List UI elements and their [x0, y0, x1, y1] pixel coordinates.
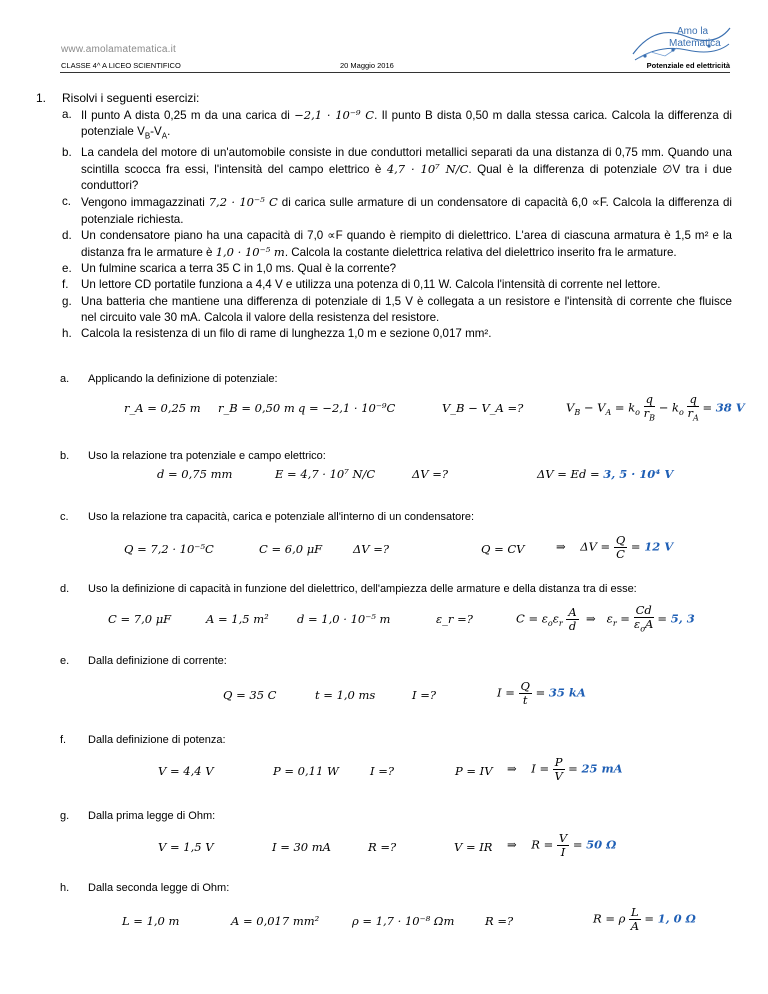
unknown-dv: ΔV =? [353, 542, 390, 556]
exercise-item-f [62, 277, 732, 293]
result-h: 1, 0 Ω [657, 911, 696, 926]
result-c: 12 V [644, 539, 674, 554]
item-letter: b. [62, 145, 72, 159]
item-letter: h. [62, 326, 72, 340]
solution-intro-b: Uso la relazione tra potenziale e campo elettrico: [88, 450, 326, 462]
exercise-item-b [62, 145, 732, 195]
formula-d: $C = \varepsilon_o\varepsilon_r$ $\frac{A}{d}$ ⇒ $\varepsilon_r$ = $\frac{Cd}{\varepsilon_oA}$ = 5, 3 [516, 603, 695, 634]
formula-h: R = ρ $\frac{L}{A}$ = 1, 0 Ω [593, 905, 696, 933]
solution-letter-g: g. [60, 810, 70, 822]
solution-letter-e: e. [60, 655, 70, 667]
solution-letter-f: f. [60, 734, 67, 746]
unknown-dv: ΔV =? [412, 467, 449, 481]
result-d: 5, 3 [670, 611, 695, 626]
given-v: V = 4,4 V [158, 764, 214, 778]
exercise-item-d [62, 228, 732, 261]
item-text: Vengono immagazzinati [81, 196, 209, 210]
relation-c: Q = CV [481, 542, 525, 556]
solution-letter-d: d. [60, 583, 70, 595]
given-c: C = 7,0 μF [108, 612, 172, 626]
given-ra: r_A = 0,25 m [124, 401, 201, 415]
solution-letter-c: c. [60, 511, 69, 523]
item-letter: e. [62, 262, 72, 276]
unknown-r: R =? [368, 840, 397, 854]
item-text: Calcola la resistenza di un filo di rame di lunghezza 1,0 m e sezione 0,017 mm². [81, 326, 492, 340]
item-text: Una batteria che mantiene una differenza di potenziale di 1,5 V è collegata a un resistore e l'intensità di corrente che fluisce nel circuito vale 30 mA. Calcola il valore della resistenza del resistore. [81, 294, 732, 324]
item-text: . Qual è la differenza di potenziale ∅V tra i due conduttori? [81, 162, 732, 193]
item-letter: d. [62, 228, 72, 242]
given-d: d = 0,75 mm [157, 467, 233, 481]
unknown-er: ε_r =? [436, 612, 473, 626]
given-v: V = 1,5 V [158, 840, 214, 854]
given-t: t = 1,0 ms [315, 688, 376, 702]
formula-f: ⇒ I = $\frac{P}{V}$ = 25 mA [507, 755, 623, 783]
formula-b [537, 467, 673, 481]
result-g: 50 Ω [586, 837, 617, 852]
result-a: 38 V [715, 400, 745, 415]
item-math: 1,0 · 10⁻⁵ m [215, 244, 285, 259]
result-f: 25 mA [581, 761, 623, 776]
solution-intro-g: Dalla prima legge di Ohm: [88, 810, 216, 822]
result-b: 3, 5 · 10⁴ V [603, 467, 674, 481]
unknown-r: R =? [485, 914, 514, 928]
given-d: d = 1,0 · 10⁻⁵ m [297, 612, 391, 626]
formula-e: I = $\frac{Q}{t}$ = 35 kA [497, 679, 586, 707]
site-url[interactable]: www.amolamatematica.it [61, 44, 176, 55]
exercise-item-c [62, 194, 732, 227]
logo-text-line2: Matematica [669, 38, 721, 49]
exercise-title: Risolvi i seguenti esercizi: [62, 91, 200, 105]
solution-intro-e: Dalla definizione di corrente: [88, 655, 227, 667]
header-divider [60, 72, 730, 73]
solution-letter-b: b. [60, 450, 70, 462]
unknown-i: I =? [370, 764, 394, 778]
given-q: q = −2,1 · 10⁻⁹C [298, 401, 396, 415]
exercise-item-e [62, 261, 732, 277]
exercise-number: 1. [36, 91, 47, 105]
formula-g: ⇒ R = $\frac{V}{I}$ = 50 Ω [507, 831, 617, 859]
given-q: Q = 7,2 · 10⁻⁵C [124, 542, 214, 556]
item-text: Un condensatore piano ha una capacità di 7,0 ∝F quando è riempito di dielettrico. L'area di ciascuna armatura è 1,5 m² e la distanza fra le armature è [81, 228, 732, 259]
formula-c: ⇒ ΔV = $\frac{Q}{C}$ = 12 V [556, 533, 674, 561]
item-text: Il punto A dista 0,25 m da una carica di [81, 109, 295, 122]
header-date: 20 Maggio 2016 [340, 61, 394, 70]
given-p: P = 0,11 W [273, 764, 339, 778]
item-text: La candela del motore di un'automobile consiste in due conduttori metallici separati da una distanza di 0,75 mm. Quando una scintilla scocca fra essi, l'intensità del campo elettrico è [81, 145, 732, 176]
logo-text-line1: Amo la [677, 26, 709, 37]
relation-g: V = IR [454, 840, 493, 854]
exercise-item-g [62, 294, 732, 326]
formula-b-text: ΔV = Ed = [537, 467, 604, 481]
solution-intro-d: Uso la definizione di capacità in funzione del dielettrico, dell'ampiezza delle armature e della distanza tra di esse: [88, 583, 637, 595]
item-math: 4,7 · 10⁷ N/C [386, 161, 469, 176]
given-a: A = 1,5 m² [206, 612, 269, 626]
item-text: di carica sulle armature di un condensatore di capacità 6,0 ∝F. Calcola la differenza di potenziale richiesta. [81, 196, 732, 226]
item-letter: g. [62, 294, 72, 308]
item-letter: f. [62, 278, 69, 292]
item-text: . Calcola la costante dielettrica relativa del dielettrico inserito fra le armature. [284, 245, 677, 259]
header-class: CLASSE 4^ A LICEO SCIENTIFICO [61, 61, 181, 70]
result-e: 35 kA [548, 685, 586, 700]
exercise-item-a: a. Il punto A dista 0,25 m da una carica di −2,1 · 10⁻⁹ C. Il punto B dista 0,50 m dalla stessa carica. Calcola la differenza di potenziale $V_B-V_A$. [62, 107, 732, 145]
given-a: A = 0,017 mm² [231, 914, 320, 928]
given-c: C = 6,0 μF [259, 542, 323, 556]
solution-letter-h: h. [60, 882, 70, 894]
item-text: Un fulmine scarica a terra 35 C in 1,0 ms. Qual è la corrente? [81, 262, 397, 276]
exercise-list [62, 107, 732, 342]
given-q: Q = 35 C [223, 688, 277, 702]
given-e: E = 4,7 · 10⁷ N/C [275, 467, 376, 481]
given-rho: ρ = 1,7 · 10⁻⁸ Ωm [352, 914, 455, 928]
solution-intro-h: Dalla seconda legge di Ohm: [88, 882, 230, 894]
exercise-item-h [62, 326, 732, 342]
solution-intro-c: Uso la relazione tra capacità, carica e potenziale all'interno di un condensatore: [88, 511, 475, 523]
header-topic: Potenziale ed elettricità [646, 61, 730, 70]
unknown-i: I =? [412, 688, 436, 702]
item-math: 7,2 · 10⁻⁵ C [208, 195, 278, 210]
item-text: . Il punto B dista 0,50 m dalla stessa carica. Calcola la differenza di potenziale V [81, 109, 732, 139]
solution-letter-a: a. [60, 373, 70, 385]
solution-intro-f: Dalla definizione di potenza: [88, 734, 226, 746]
item-letter: c. [62, 195, 72, 209]
given-i: I = 30 mA [272, 840, 331, 854]
item-text: Un lettore CD portatile funziona a 4,4 V e utilizza una potenza di 0,11 W. Calcola l'intensità di corrente nel lettore. [81, 278, 661, 292]
given-rb: r_B = 0,50 m [218, 401, 295, 415]
item-text: . [167, 125, 171, 139]
formula-a: $V_B - V_A = k_o$ $\frac{q}{r_B}$ − $k_o$ $\frac{q}{r_A}$ = 38 V [566, 392, 745, 423]
given-l: L = 1,0 m [122, 914, 180, 928]
relation-f: P = IV [455, 764, 493, 778]
solution-intro-a: Applicando la definizione di potenziale: [88, 373, 278, 385]
item-letter: a. [62, 108, 72, 121]
unknown-dv: V_B − V_A =? [442, 401, 524, 415]
item-math: −2,1 · 10⁻⁹ C [294, 108, 375, 122]
